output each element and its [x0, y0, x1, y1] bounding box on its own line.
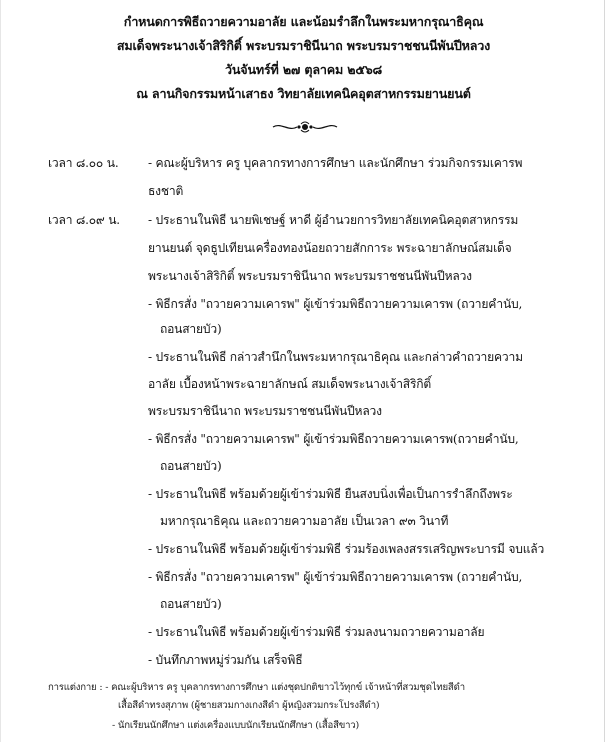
schedule-line: - ประธานในพิธี กล่าวสำนึกในพระมหากรุณาธิคุณ และกล่าวคำถวายความ [148, 350, 523, 364]
schedule-time: เวลา ๘.๐๙ น. [48, 213, 120, 227]
schedule-line: - พิธีกรสั่ง "ถวายความเคารพ" ผู้เข้าร่วมพิธีถวายความเคารพ (ถวายคำนับ, [148, 297, 523, 311]
dress-code-line: การแต่งกาย : - คณะผู้บริหาร ครู บุคลากรทางการศึกษา แต่งชุดปกติขาวไว้ทุกข์ เจ้าหน้าที่สวมชุดไทยสีดำ [48, 682, 465, 693]
schedule-line: - พิธีกรสั่ง "ถวายความเคารพ" ผู้เข้าร่วมพิธีถวายความเคารพ(ถวายคำนับ, [148, 432, 519, 446]
schedule-line: ธงชาติ [148, 184, 184, 198]
document-title [1, 10, 605, 106]
schedule-line: ถอนสายบัว) [160, 597, 222, 611]
ornament-divider-icon [271, 120, 339, 134]
schedule-line: - ประธานในพิธี พร้อมด้วยผู้เข้าร่วมพิธี ยืนสงบนิ่งเพื่อเป็นการรำลึกถึงพระ [148, 487, 513, 501]
schedule-line: ถอนสายบัว) [160, 322, 222, 336]
schedule-line: พระนางเจ้าสิริกิติ์ พระบรมราชินีนาถ พระบรมราชชนนีพันปีหลวง [148, 269, 472, 283]
schedule-time: เวลา ๘.๐๐ น. [48, 156, 119, 170]
dress-code-line: - นักเรียนนักศึกษา แต่งเครื่องแบบนักเรียนนักศึกษา (เสื้อสีขาว) [112, 720, 360, 731]
schedule-line: - ประธานในพิธี นายพิเชษฐ์ หาดี ผู้อำนวยการวิทยาลัยเทคนิคอุตสาหกรรม [148, 213, 519, 227]
schedule-line: - ประธานในพิธี พร้อมด้วยผู้เข้าร่วมพิธี ร่วมลงนามถวายความอาลัย [148, 625, 485, 639]
title-line-4: ณ ลานกิจกรรมหน้าเสาธง วิทยาลัยเทคนิคอุตสาหกรรมยานยนต์ [136, 86, 471, 101]
schedule-line: พระบรมราชินีนาถ พระบรมราชชนนีพันปีหลวง [148, 404, 382, 418]
schedule-line: มหากรุณาธิคุณ และถวายความอาลัย เป็นเวลา ๙๓ วินาที [160, 514, 449, 528]
schedule-line: - ประธานในพิธี พร้อมด้วยผู้เข้าร่วมพิธี ร่วมร้องเพลงสรรเสริญพระบารมี จบแล้ว [148, 542, 545, 556]
schedule-line: - พิธีกรสั่ง "ถวายความเคารพ" ผู้เข้าร่วมพิธีถวายความเคารพ (ถวายคำนับ, [148, 570, 523, 584]
title-line-3: วันจันทร์ที่ ๒๗ ตุลาคม ๒๕๖๘ [225, 62, 382, 77]
title-line-1: กำหนดการพิธีถวายความอาลัย และน้อมรำลึกในพระมหากรุณาธิคุณ [123, 14, 484, 29]
dress-code-line: เสื้อสีดำทรงสุภาพ (ผู้ชายสวมกางเกงสีดำ ผู้หญิงสวมกระโปรงสีดำ) [118, 700, 380, 711]
schedule-line: - บันทึกภาพหมู่ร่วมกัน เสร็จพิธี [148, 653, 303, 667]
schedule-line: - คณะผู้บริหาร ครู บุคลากรทางการศึกษา และนักศึกษา ร่วมกิจกรรมเคารพ [148, 156, 523, 170]
schedule-line: ยานยนต์ จุดธูปเทียนเครื่องทองน้อยถวายสักการะ พระฉายาลักษณ์สมเด็จ [148, 241, 512, 255]
schedule-line: อาลัย เบื้องหน้าพระฉายาลักษณ์ สมเด็จพระนางเจ้าสิริกิติ์ [148, 377, 432, 391]
schedule-line: ถอนสายบัว) [160, 459, 222, 473]
title-line-2: สมเด็จพระนางเจ้าสิริกิติ์ พระบรมราชินีนาถ พระบรมราชชนนีพันปีหลวง [116, 38, 491, 53]
